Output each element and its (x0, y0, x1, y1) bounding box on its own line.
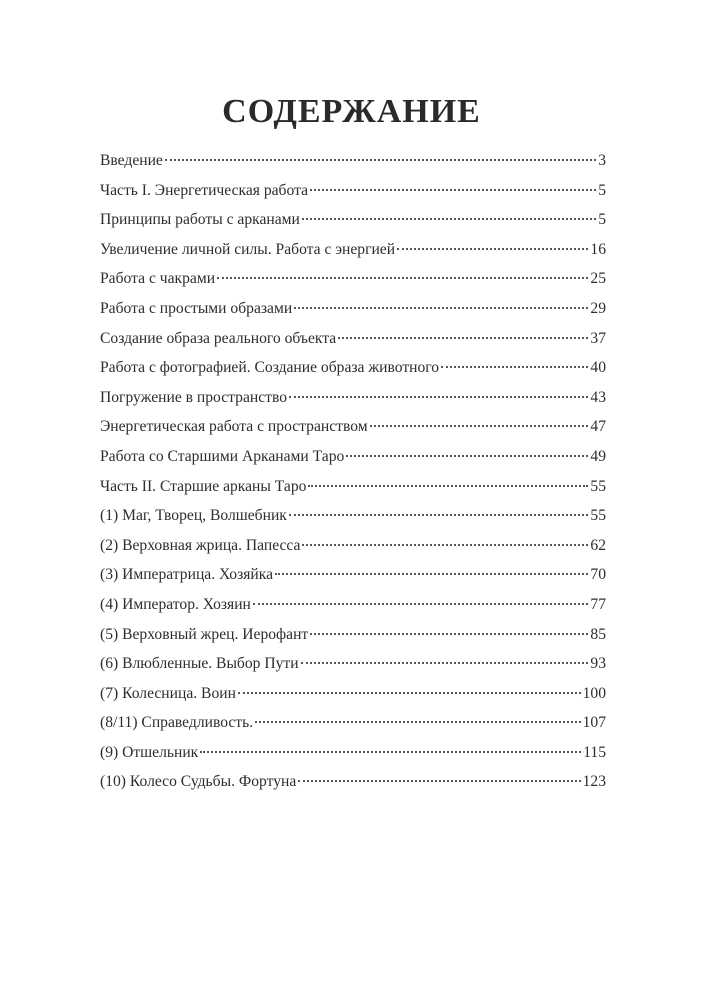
toc-entry-title: Принципы работы с арканами (100, 211, 300, 229)
toc-entry-page-number: 47 (590, 418, 606, 436)
toc-entry-title: (9) Отшельник (100, 743, 199, 761)
toc-dot-leader (200, 751, 581, 753)
toc-entry-title: (6) Влюбленные. Выбор Пути (100, 655, 299, 673)
toc-entry-title: Создание образа реального объекта (100, 329, 337, 347)
toc-dot-leader (217, 277, 588, 279)
toc-entry-title: Работа со Старшими Арканами Таро (100, 447, 345, 465)
toc-entry-title: Работа с простыми образами (100, 299, 293, 317)
toc-entry-title: Работа с фотографией. Создание образа животного (100, 359, 440, 377)
toc-entry (100, 501, 606, 531)
toc-dot-leader (338, 337, 588, 339)
toc-entry-title: (2) Верховная жрица. Папесса (100, 536, 301, 554)
toc-entry (100, 324, 606, 354)
toc-entry-page-number: 55 (590, 507, 606, 525)
toc-entry (100, 146, 606, 176)
toc-entry-page-number: 29 (590, 299, 606, 317)
toc-dot-leader (294, 307, 588, 309)
toc-dot-leader (441, 366, 588, 368)
toc-entry-title: Часть I. Энергетическая работа (100, 181, 308, 199)
toc-entry-page-number: 85 (590, 625, 606, 643)
toc-dot-leader (298, 780, 580, 782)
toc-entry-title: (8/11) Справедливость. (100, 714, 254, 732)
toc-entry-page-number: 93 (590, 655, 606, 673)
toc-entry-page-number: 115 (583, 743, 606, 761)
toc-dot-leader (346, 455, 588, 457)
toc-entry-title: (5) Верховный жрец. Иерофант (100, 625, 309, 643)
toc-entry-title: Погружение в пространство (100, 388, 288, 406)
toc-entry-title: (3) Императрица. Хозяйка (100, 566, 274, 584)
toc-entry-page-number: 5 (598, 181, 606, 199)
toc-entry-title: Часть II. Старшие арканы Таро (100, 477, 307, 495)
toc-entry-title: (1) Маг, Творец, Волшебник (100, 507, 287, 525)
toc-entry (100, 176, 606, 206)
toc-entry-page-number: 70 (590, 566, 606, 584)
toc-entry-title: Энергетическая работа с пространством (100, 418, 368, 436)
toc-entry-page-number: 62 (590, 536, 606, 554)
toc-entry-page-number: 43 (590, 388, 606, 406)
toc-entry (100, 679, 606, 709)
toc-dot-leader (253, 603, 589, 605)
toc-dot-leader (302, 218, 596, 220)
toc-dot-leader (301, 662, 589, 664)
toc-entry (100, 442, 606, 472)
toc-entry (100, 738, 606, 768)
toc-entry (100, 472, 606, 502)
toc-entry (100, 708, 606, 738)
toc-entry-title: Увеличение личной силы. Работа с энергией (100, 240, 396, 258)
toc-entry (100, 235, 606, 265)
toc-entry (100, 531, 606, 561)
toc-entry (100, 590, 606, 620)
toc-entry-page-number: 16 (590, 240, 606, 258)
toc-dot-leader (289, 396, 588, 398)
toc-entry-page-number: 5 (598, 211, 606, 229)
toc-entry (100, 383, 606, 413)
toc-dot-leader (370, 425, 589, 427)
toc-entry (100, 264, 606, 294)
toc-entry (100, 560, 606, 590)
toc-entry (100, 353, 606, 383)
toc-entry (100, 649, 606, 679)
toc-dot-leader (308, 485, 588, 487)
toc-dot-leader (238, 692, 581, 694)
toc-dot-leader (310, 633, 588, 635)
toc-dot-leader (397, 248, 588, 250)
toc-entry (100, 620, 606, 650)
toc-entry-page-number: 25 (590, 270, 606, 288)
toc-entry-page-number: 55 (590, 477, 606, 495)
toc-heading: СОДЕРЖАНИЕ (222, 93, 481, 130)
toc-entry-page-number: 40 (590, 359, 606, 377)
toc-dot-leader (275, 573, 588, 575)
toc-entry-page-number: 123 (582, 773, 606, 791)
toc-dot-leader (310, 189, 596, 191)
table-of-contents (100, 146, 606, 797)
toc-entry-page-number: 49 (590, 447, 606, 465)
toc-entry-page-number: 3 (598, 152, 606, 169)
toc-dot-leader (289, 514, 589, 516)
toc-entry-title: Введение (100, 152, 163, 169)
toc-entry (100, 767, 606, 797)
toc-dot-leader (255, 721, 580, 723)
toc-entry (100, 205, 606, 235)
toc-dot-leader (302, 544, 588, 546)
toc-entry-page-number: 77 (590, 595, 606, 613)
toc-entry-title: (4) Император. Хозяин (100, 595, 251, 613)
toc-entry-page-number: 100 (582, 684, 606, 702)
toc-dot-leader (165, 159, 596, 161)
toc-entry-title: Работа с чакрами (100, 270, 216, 288)
toc-entry-title: (7) Колесница. Воин (100, 684, 236, 702)
toc-entry-page-number: 107 (582, 714, 606, 732)
toc-entry-title: (10) Колесо Судьбы. Фортуна (100, 773, 297, 791)
toc-entry-page-number: 37 (590, 329, 606, 347)
toc-entry (100, 294, 606, 324)
toc-entry (100, 412, 606, 442)
